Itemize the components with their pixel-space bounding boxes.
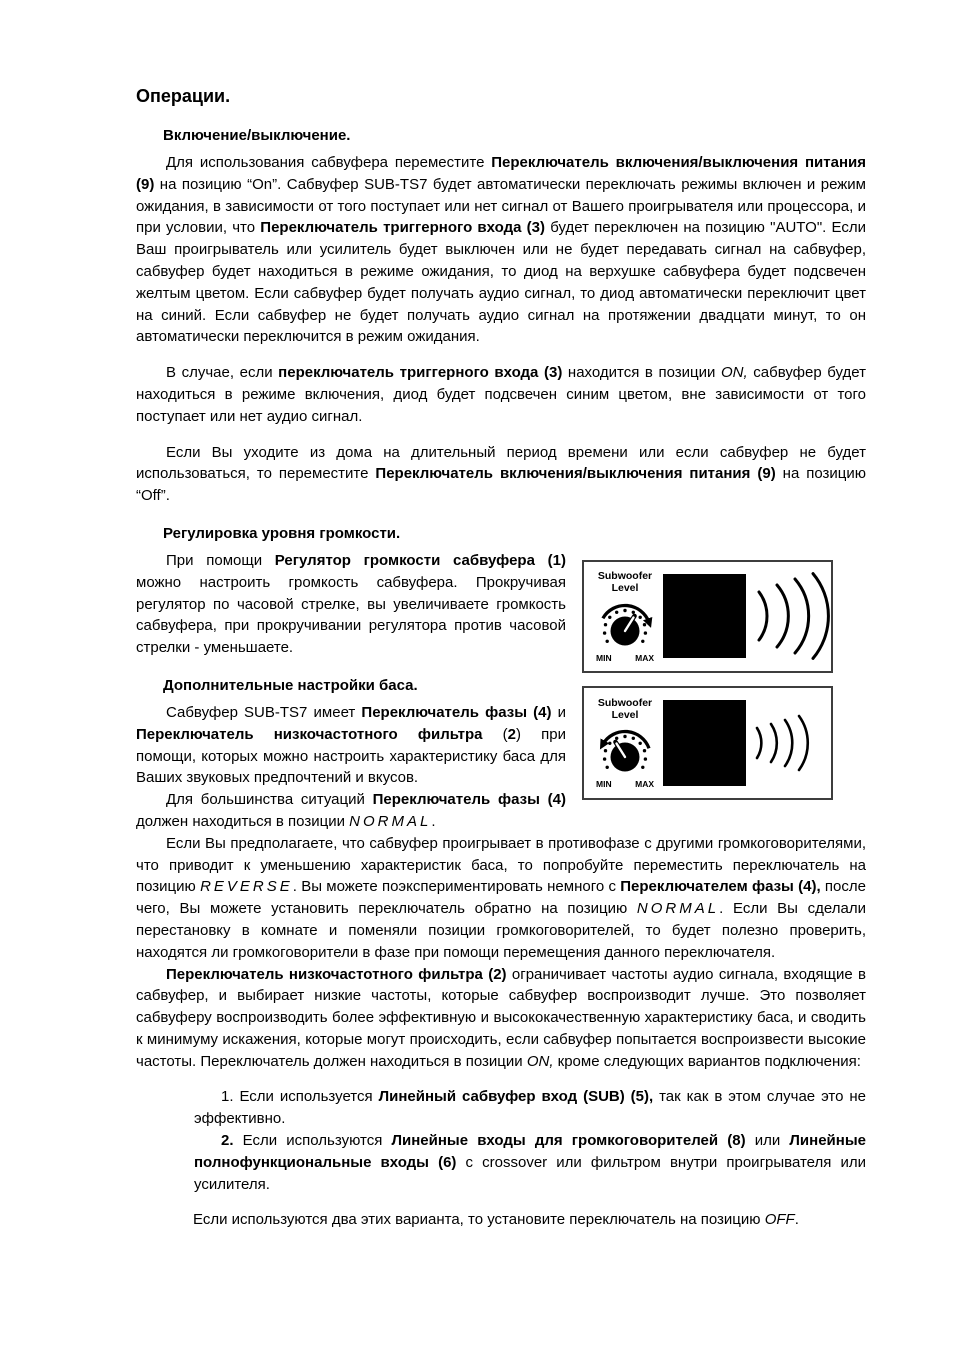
volume-knob-block xyxy=(592,697,658,790)
list-item-1: 1. Если используется Линейный сабвуфер вход (SUB) (5), так как в этом случае это не эффективно. xyxy=(194,1088,866,1128)
paragraph-bass-2: Для большинства ситуаций Переключатель фазы (4) должен находиться в позиции NORMAL. xyxy=(136,791,566,830)
knob-max-label: MAX xyxy=(635,652,654,663)
volume-knob-counterclockwise-icon xyxy=(593,721,657,783)
list-item-2: 2. Если используются Линейные входы для громкоговорителей (8) или Линейные полнофункциональные входы (6) с crossover или фильтром внутри проигрывателя или усилителя. xyxy=(194,1132,867,1193)
sound-waves-small-icon xyxy=(752,711,816,775)
sound-waves-large-icon xyxy=(752,572,832,660)
subwoofer-level-figure-increase xyxy=(582,560,833,673)
knob-min-label: MIN xyxy=(596,652,612,663)
section-heading-power: Включение/выключение. xyxy=(163,127,351,144)
subwoofer-box-icon xyxy=(663,700,746,786)
volume-knob-clockwise-icon xyxy=(593,595,657,657)
subwoofer-level-figure-decrease xyxy=(582,686,833,800)
paragraph-final: Если используются два этих варианта, то установите переключатель на позицию OFF. xyxy=(193,1211,799,1229)
section-heading-volume: Регулировка уровня громкости. xyxy=(163,524,401,542)
paragraph-bass-4: Переключатель низкочастотного фильтра (2) ограничивает частоты аудио сигнала, входящие в сабвуфер, и выбирает низкие частоты, которые сабвуфер воспроизводит лучше. Это позволяет сабвуферу воспроизводить более эффективную и высококачественную характеристику баса, и сводить к минимуму искажения, которые могут происходить, если сабвуфер попытается воспроизвести высокие частоты. Переключатель должен находиться в позиции ON, кроме следующих вариантов подключения: xyxy=(136,965,866,1070)
paragraph-power-1: Для использования сабвуфера переместите Переключатель включения/выключения питания (9) на позицию “On”. Сабвуфер SUB-TS7 будет автоматически переключать режимы включен и режим ожидания, в зависимости от того поступает или нет сигнал от Вашего проигрывателя или процессора, и при условии, что Переключатель триггерного входа (3) будет переключен на позицию "AUTO". Если Ваш проигрыватель или усилитель будет выключен или не будет передавать сигнал на сабвуфер, сабвуфер будет находиться в режиме ожидания, то диод на верхушке сабвуфера будет подсвечен желтым цветом. Если сабвуфер будет получать аудио сигнал, то диод автоматически переключит цвет на синий. Если сабвуфер не будет получать аудио сигнал на протяжении двадцати минут, то он автоматически переключится в режим ожидания. xyxy=(136,154,866,346)
paragraph-volume: При помощи Регулятор громкости сабвуфера (1) можно настроить громкость сабвуфера. Прокручивая регулятор по часовой стрелке, вы увеличиваете громкость сабвуфера, при прокручивании регулятора против часовой стрелки - уменьшаете. xyxy=(136,551,566,657)
subwoofer-box-icon xyxy=(663,574,746,658)
knob-label: Subwoofer Level xyxy=(597,570,653,595)
page-title: Операции. xyxy=(136,86,231,106)
knob-max-label: MAX xyxy=(635,779,654,790)
paragraph-bass-1: Сабвуфер SUB-TS7 имеет Переключатель фазы (4) и Переключатель низкочастотного фильтра (2) при помощи, которых можно настроить характеристику баса для Ваших звуковых предпочтений и вкусов. xyxy=(136,703,566,787)
knob-label: Subwoofer Level xyxy=(597,696,653,721)
figure-column xyxy=(582,560,833,800)
section-heading-bass: Дополнительные настройки баса. xyxy=(163,676,418,694)
paragraph-power-3: Если Вы уходите из дома на длительный период времени или если сабвуфер не будет использоваться, то переместите Переключатель включения/выключения питания (9) на позицию “Off”. xyxy=(136,443,867,505)
volume-knob-block xyxy=(592,570,658,663)
paragraph-bass-3: Если Вы предполагаете, что сабвуфер проигрывает в противофазе с другими громкоговорителями, что приводит к уменьшению характеристик баса, то попробуйте переместить переключатель на позицию REVERSE. Вы можете поэкспериментировать немного с Переключателем фазы (4), после чего, Вы можете установить переключатель обратно на позицию NORMAL. Если Вы сделали перестановку в комнате и поменяли позиции громкоговорителей, то будет полезно проверить, находятся ли громкоговорители в фазе при помощи перемещения данного переключателя. xyxy=(136,834,866,961)
knob-min-label: MIN xyxy=(596,779,612,790)
paragraph-power-2: В случае, если переключатель триггерного входа (3) находится в позиции ON, сабвуфер будет находиться в режиме включения, диод будет подсвечен синим цветом, вне зависимости от того поступает или нет аудио сигнал. xyxy=(136,364,867,425)
